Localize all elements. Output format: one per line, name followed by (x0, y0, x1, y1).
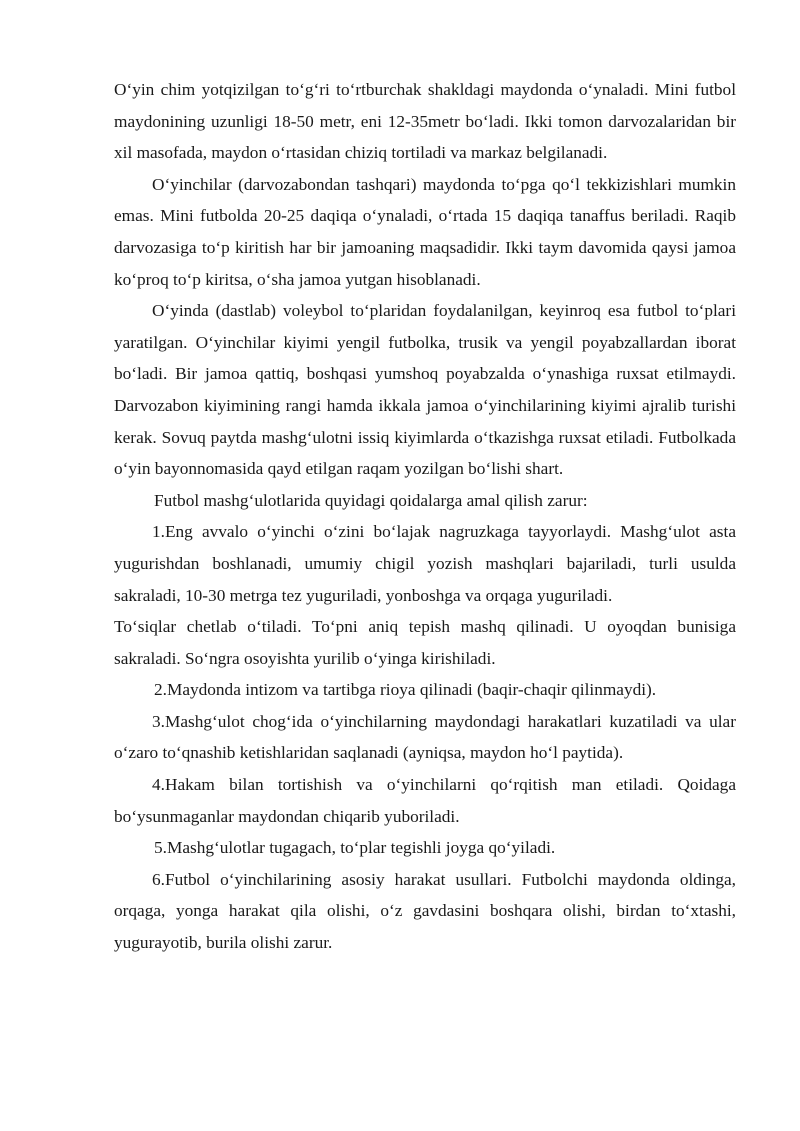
list-item-1: 1.Eng avvalo o‘yinchi o‘zini bo‘lajak nagruzkaga tayyorlaydi. Mashg‘ulot asta yugurishdan boshlanadi, umumiy chigil yozish mashqlari bajariladi, turli usulda sakraladi, 10-30 metrga tez yuguriladi, yonboshga va orqaga yuguriladi. (114, 522, 736, 605)
paragraph-equipment: O‘yinda (dastlab) voleybol to‘plaridan foydalanilgan, keyinroq esa futbol to‘plari yaratilgan. O‘yinchilar kiyimi yengil futbolka, trusik va yengil poyabzallardan iborat bo‘ladi. Bir jamoa qattiq, boshqasi yumshoq poyabzalda o‘ynashiga ruxsat etilmaydi. Darvozabon kiyimining rangi hamda ikkala jamoa o‘yinchilarining kiyimi ajralib turishi kerak. Sovuq paytda mashg‘ulotni issiq kiyimlarda o‘tkazishga ruxsat etiladi. Futbolkada o‘yin bayonnomasida qayd etilgan raqam yozilgan bo‘lishi shart. (114, 301, 736, 479)
list-item-6: 6.Futbol o‘yinchilarining asosiy harakat usullari. Futbolchi maydonda oldinga, orqaga, yonga harakat qila olishi, o‘z gavdasini boshqara olishi, birdan to‘xtashi, yugurayotib, burila olishi zarur. (114, 869, 736, 953)
list-item-5: 5.Mashg‘ulotlar tugagach, to‘plar tegishli joyga qo‘yiladi. (154, 838, 556, 858)
list-item-4: 4.Hakam bilan tortishish va o‘yinchilarni qo‘rqitish man etiladi. Qoidaga bo‘ysunmaganlar maydondan chiqarib yuboriladi. (114, 775, 736, 826)
list-item-3: 3.Mashg‘ulot chog‘ida o‘yinchilarning maydondagi harakatlari kuzatiladi va ular o‘zaro to‘qnashib ketishlaridan saqlanadi (ayniqsa, maydon ho‘l paytida). (114, 711, 736, 763)
paragraph-obstacles: To‘siqlar chetlab o‘tiladi. To‘pni aniq tepish mashq qilinadi. U oyoqdan bunisiga sakraladi. So‘ngra osoyishta yurilib o‘yinga kirishiladi. (114, 617, 736, 668)
paragraph-players-rules: O‘yinchilar (darvozabondan tashqari) maydonda to‘pga qo‘l tekkizishlari mumkin emas. Mini futbolda 20-25 daqiqa o‘ynaladi, o‘rtada 15 daqiqa tanaffus beriladi. Raqib darvozasiga to‘p kiritish har bir jamoaning maqsadidir. Ikki taym davomida qaysi jamoa ko‘proq to‘p kiritsa, o‘sha jamoa yutgan hisoblanadi. (114, 174, 736, 289)
document-page (114, 74, 736, 959)
paragraph-training-rules-intro: Futbol mashg‘ulotlarida quyidagi qoidalarga amal qilish zarur: (154, 490, 588, 510)
paragraph-field-description: O‘yin chim yotqizilgan to‘g‘ri to‘rtburchak shakldagi maydonda o‘ynaladi. Mini futbol maydonining uzunligi 18-50 metr, eni 12-35metr bo‘ladi. Ikki tomon darvozalaridan bir xil masofada, maydon o‘rtasidan chiziq tortiladi va markaz belgilanadi. (114, 80, 736, 163)
list-item-2: 2.Maydonda intizom va tartibga rioya qilinadi (baqir-chaqir qilinmaydi). (154, 680, 657, 700)
